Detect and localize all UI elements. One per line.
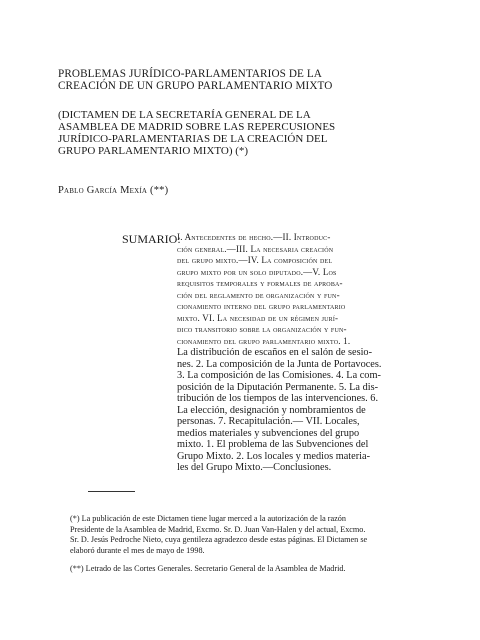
- author-footnote-mark: (**): [150, 185, 169, 196]
- sumario-line: mixto. VI. La necesidad de un régimen jurí-: [177, 312, 339, 323]
- sumario-label: SUMARIO:: [122, 232, 181, 246]
- sumario-body-line: 3. La composición de las Comisiones. 4. La com-: [177, 370, 381, 381]
- sumario-text: [177, 232, 427, 474]
- article-title: [58, 68, 388, 92]
- subtitle-line-4: GRUPO PARLAMENTARIO MIXTO) (*): [58, 145, 249, 157]
- sumario-body-line: mixto. 1. El problema de las Subvenciones del: [177, 439, 369, 450]
- footnotes: [70, 514, 430, 575]
- sumario-line: cionamiento interno del grupo parlamentario: [177, 301, 346, 311]
- footnote-1-line: Sr. D. Jesús Pedroche Nieto, cuya gentileza agradezco desde estas páginas. El Dictamen se: [70, 535, 368, 544]
- article-subtitle: [58, 109, 398, 157]
- subtitle-line-1: (DICTAMEN DE LA SECRETARÍA GENERAL DE LA: [58, 109, 311, 121]
- sumario-line: ción del reglamento de organización y fun-: [177, 289, 340, 300]
- sumario-body-line: posición de la Diputación Permanente. 5. La dis-: [177, 381, 379, 393]
- footnote-1-line: elaboró durante el mes de mayo de 1998.: [70, 545, 205, 555]
- sumario-body-line: La distribución de escaños en el salón de sesio-: [177, 347, 373, 358]
- sumario-line: ción general.—III. La necesaria creación: [177, 243, 334, 254]
- subtitle-line-3: JURÍDICO-PARLAMENTARIAS DE LA CREACIÓN DEL: [58, 133, 328, 145]
- sumario-body-line: tribución de los tiempos de las intervenciones. 6.: [177, 393, 379, 404]
- footnote-1-line: (*) La publicación de este Dictamen tiene lugar merced a la autorización de la razón: [70, 514, 346, 523]
- author-line: [58, 185, 168, 196]
- sumario-line: requisitos temporales y formales de aproba-: [177, 278, 343, 288]
- footnote-separator: [88, 491, 135, 492]
- sumario-body-line: personas. 7. Recapitulación.— VII. Locales,: [177, 416, 360, 427]
- sumario-line: cionamiento del grupo parlamentario mixto. 1.: [177, 335, 351, 346]
- sumario-line: dico transitorio sobre la organización y fun-: [177, 324, 347, 334]
- sumario-body-line: medios materiales y subvenciones del grupo: [177, 427, 360, 439]
- title-line-1: PROBLEMAS JURÍDICO-PARLAMENTARIOS DE LA: [58, 68, 322, 80]
- sumario-body-line: les del Grupo Mixto.—Conclusiones.: [177, 462, 332, 473]
- sumario-body-line: La elección, designación y nombramientos de: [177, 404, 366, 416]
- sumario-line: del grupo mixto.—IV. La composición del: [177, 255, 333, 265]
- author-name: Pablo García Mexía: [58, 185, 148, 196]
- title-line-2: CREACIÓN DE UN GRUPO PARLAMENTARIO MIXTO: [58, 80, 333, 92]
- sumario-line: I. Antecedentes de hecho.—II. Introduc-: [177, 232, 331, 242]
- subtitle-line-2: ASAMBLEA DE MADRID SOBRE LAS REPERCUSIONES: [58, 121, 336, 133]
- footnote-1-line: Presidente de la Asamblea de Madrid, Excmo. Sr. D. Juan Van-Halen y del actual, Excmo.: [70, 524, 366, 534]
- sumario-body-line: Grupo Mixto. 2. Los locales y medios materia-: [177, 450, 371, 462]
- sumario-line: grupo mixto por un solo diputado.—V. Los: [177, 266, 337, 277]
- sumario-body-line: nes. 2. La composición de la Junta de Portavoces.: [177, 358, 382, 370]
- footnote-2: (**) Letrado de las Cortes Generales. Secretario General de la Asamblea de Madrid.: [70, 564, 346, 573]
